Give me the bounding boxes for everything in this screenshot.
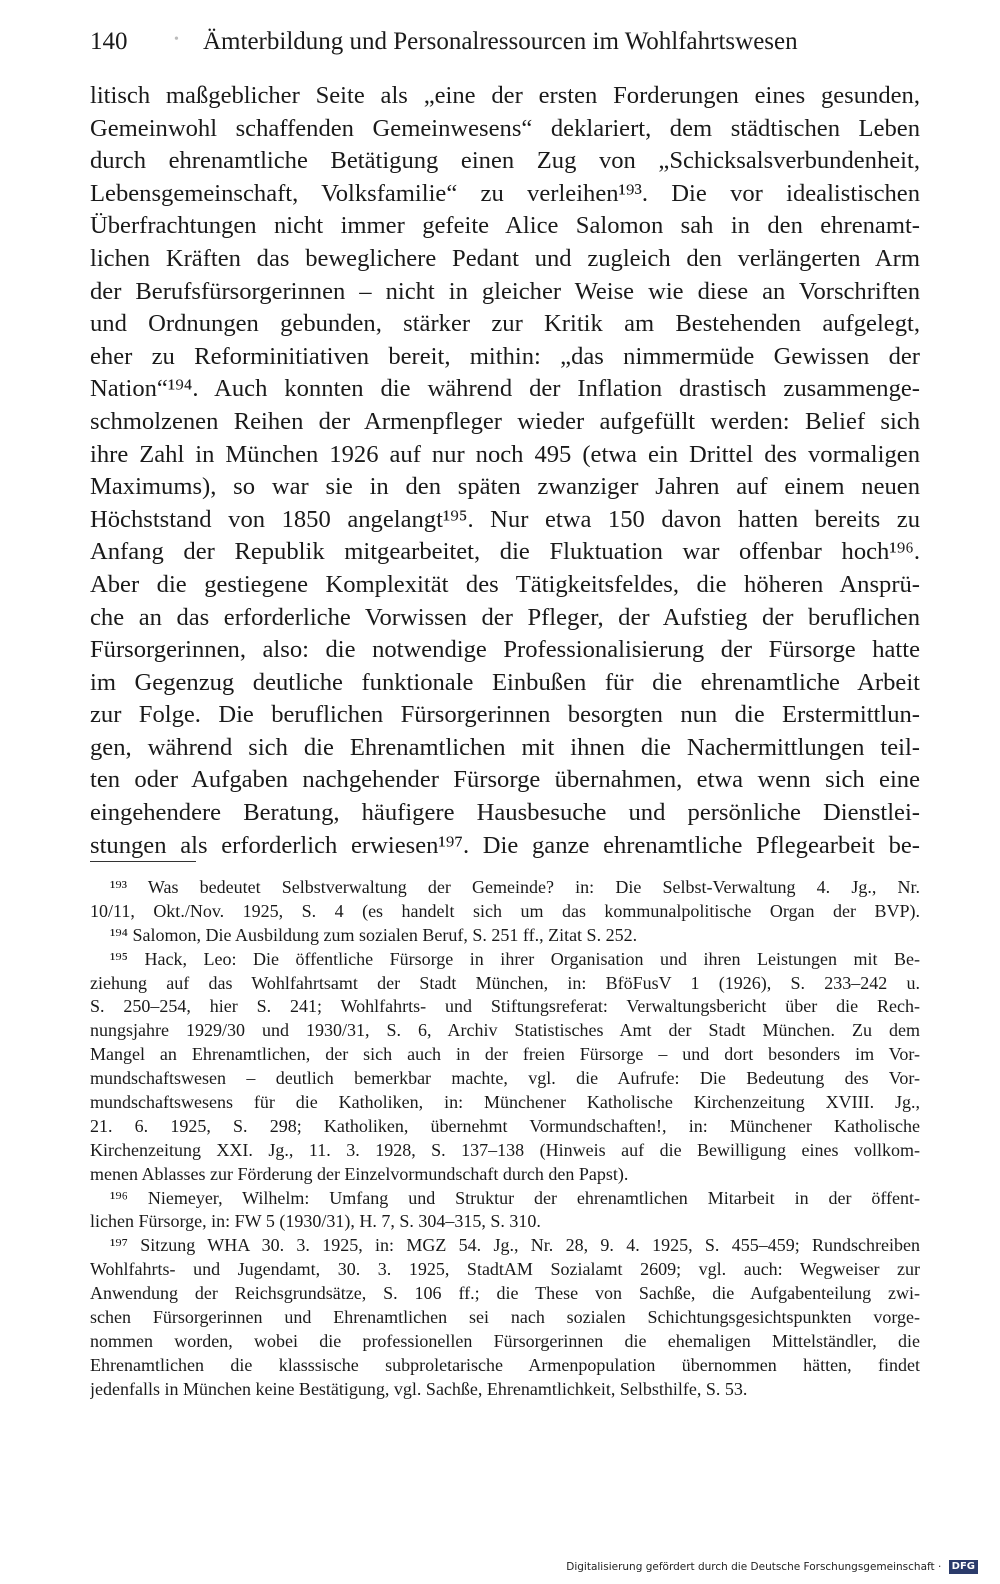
footnote-rule — [90, 861, 196, 862]
text-line: Fürsorgerinnen, also: die notwendige Professionalisierung der Fürsorge hatte — [90, 636, 920, 664]
dfg-logo-icon: DFG — [949, 1560, 978, 1574]
footnote-line: schen Fürsorgerinnen und Ehrenamtlichen sei nach sozialen Schichtungsgesichtspunkten vorge- — [90, 1307, 920, 1328]
text-line: der Berufsfürsorgerinnen – nicht in gleicher Weise wie diese an Vorschriften — [90, 277, 920, 305]
footnote-line: Ehrenamtlichen die klasssische subproletarische Armenpopulation übernommen hätten, findet — [90, 1354, 920, 1375]
footnote-line: ¹⁹⁵ Hack, Leo: Die öffentliche Fürsorge in ihrer Organisation und ihren Leistungen mit Be- — [110, 948, 920, 969]
text-line: che an das erforderliche Vorwissen der Pfleger, der Aufstieg der beruflichen — [90, 603, 920, 631]
footnote-line: ¹⁹⁴ Salomon, Die Ausbildung zum sozialen Beruf, S. 251 ff., Zitat S. 252. — [110, 924, 638, 945]
text-line: Maximums), so war sie in den späten zwanziger Jahren auf einem neuen — [90, 473, 920, 501]
text-line: ihre Zahl in München 1926 auf nur noch 495 (etwa ein Drittel des vormaligen — [90, 440, 920, 468]
footnote-line: 21. 6. 1925, S. 298; Katholiken, übernehmt Vormundschaften!, in: Münchener Katholische — [90, 1115, 920, 1136]
footnotes — [90, 876, 920, 1402]
text-line: eher zu Reforminitiativen bereit, mithin: „das nimmermüde Gewissen der — [90, 342, 920, 370]
footnote-line: Mangel an Ehrenamtlichen, der sich auch in der freien Fürsorge – und dort besonders im Vor- — [90, 1044, 920, 1065]
header-dot-icon: • — [174, 32, 179, 47]
text-line: Lebensgemeinschaft, Volksfamilie“ zu verleihen¹⁹³. Die vor idealistischen — [90, 179, 920, 207]
page-number: 140 — [90, 28, 128, 55]
text-line: zur Folge. Die beruflichen Fürsorgerinnen besorgten nun die Erstermittlun- — [90, 701, 920, 729]
text-line: Überfrachtungen nicht immer gefeite Alice Salomon sah in den ehrenamt- — [90, 212, 920, 240]
running-title: Ämterbildung und Personalressourcen im Wohlfahrtswesen — [203, 28, 798, 55]
footnote-line: 10/11, Okt./Nov. 1925, S. 4 (es handelt sich um das kommunalpolitische Organ der BVP). — [90, 900, 920, 921]
footnote-line: mundschaftswesen – deutlich bemerkbar machte, vgl. die Aufrufe: Die Bedeutung des Vor- — [90, 1068, 920, 1089]
text-line: litisch maßgeblicher Seite als „eine der ersten Forderungen eines gesunden, — [90, 82, 920, 109]
text-line: im Gegenzug deutliche funktionale Einbußen für die ehrenamtliche Arbeit — [90, 668, 920, 696]
footnote-line: lichen Fürsorge, in: FW 5 (1930/31), H. 7, S. 304–315, S. 310. — [90, 1211, 541, 1232]
text-line: und Ordnungen gebunden, stärker zur Kritik am Bestehenden aufgelegt, — [90, 310, 920, 338]
footnote-line: ¹⁹⁷ Sitzung WHA 30. 3. 1925, in: MGZ 54. Jg., Nr. 28, 9. 4. 1925, S. 455–459; Rundschreiben — [110, 1235, 920, 1256]
footnote-line: menen Ablasses zur Förderung der Einzelvormundschaft durch den Papst). — [90, 1163, 629, 1184]
footnote-line: Wohlfahrts- und Jugendamt, 30. 3. 1925, StadtAM Sozialamt 2609; vgl. auch: Wegweiser zur — [90, 1259, 920, 1280]
footnote-line: ziehung auf das Wohlfahrtsamt der Stadt München, in: BföFusV 1 (1926), S. 233–242 u. — [90, 972, 920, 993]
footnote-line: nommen worden, wobei die professionellen Fürsorgerinnen die ehemaligen Mittelständler, die — [90, 1330, 920, 1351]
digitization-credit — [566, 1558, 978, 1576]
footnote-line: ¹⁹⁶ Niemeyer, Wilhelm: Umfang und Struktur der ehrenamtlichen Mitarbeit in der öffent- — [110, 1187, 920, 1208]
text-line: gen, während sich die Ehrenamtlichen mit ihnen die Nachermittlungen teil- — [90, 733, 920, 761]
text-line: stungen als erforderlich erwiesen¹⁹⁷. Die ganze ehrenamtliche Pflegearbeit be- — [90, 831, 920, 859]
text-line: schmolzenen Reihen der Armenpfleger wieder aufgefüllt werden: Belief sich — [90, 407, 920, 435]
footnote-line: S. 250–254, hier S. 241; Wohlfahrts- und Stiftungsreferat: Verwaltungsbericht über die Rech- — [90, 996, 920, 1017]
text-line: Anfang der Republik mitgearbeitet, die Fluktuation war offenbar hoch¹⁹⁶. — [90, 538, 920, 566]
text-line: durch ehrenamtliche Betätigung einen Zug von „Schicksalsverbundenheit, — [90, 147, 920, 175]
footnote-line: jedenfalls in München keine Bestätigung, vgl. Sachße, Ehrenamtlichkeit, Selbsthilfe, S. 53. — [90, 1378, 748, 1399]
page-header — [90, 22, 920, 62]
main-text — [90, 80, 920, 862]
footnote-line: ¹⁹³ Was bedeutet Selbstverwaltung der Gemeinde? in: Die Selbst-Verwaltung 4. Jg., Nr. — [110, 877, 920, 897]
text-line: ten oder Aufgaben nachgehender Fürsorge übernahmen, etwa wenn sich eine — [90, 766, 920, 794]
footnote-line: nungsjahre 1929/30 und 1930/31, S. 6, Archiv Statistisches Amt der Stadt München. Zu dem — [90, 1020, 920, 1041]
text-line: lichen Kräften das beweglichere Pedant und zugleich den verlängerten Arm — [90, 244, 920, 272]
credit-text: Digitalisierung gefördert durch die Deutsche Forschungsgemeinschaft · — [566, 1561, 942, 1573]
text-line: Aber die gestiegene Komplexität des Tätigkeitsfeldes, die höheren Ansprü- — [90, 570, 920, 598]
text-line: eingehendere Beratung, häufigere Hausbesuche und persönliche Dienstlei- — [90, 799, 920, 827]
footnote-line: mundschaftswesens für die Katholiken, in: Münchener Katholische Kirchenzeitung XVIII. Jg., — [90, 1092, 920, 1113]
text-line: Höchststand von 1850 angelangt¹⁹⁵. Nur etwa 150 davon hatten bereits zu — [90, 505, 920, 533]
footnote-line: Kirchenzeitung XXI. Jg., 11. 3. 1928, S. 137–138 (Hinweis auf die Bewilligung eines vollkom- — [90, 1139, 920, 1160]
footnote-line: Anwendung der Reichsgrundsätze, S. 106 ff.; die These von Sachße, die Aufgabenteilung zwi- — [90, 1283, 920, 1304]
text-line: Gemeinwohl schaffenden Gemeinwesens“ deklariert, dem städtischen Leben — [90, 114, 920, 142]
text-line: Nation“¹⁹⁴. Auch konnten die während der Inflation drastisch zusammenge- — [90, 375, 920, 403]
